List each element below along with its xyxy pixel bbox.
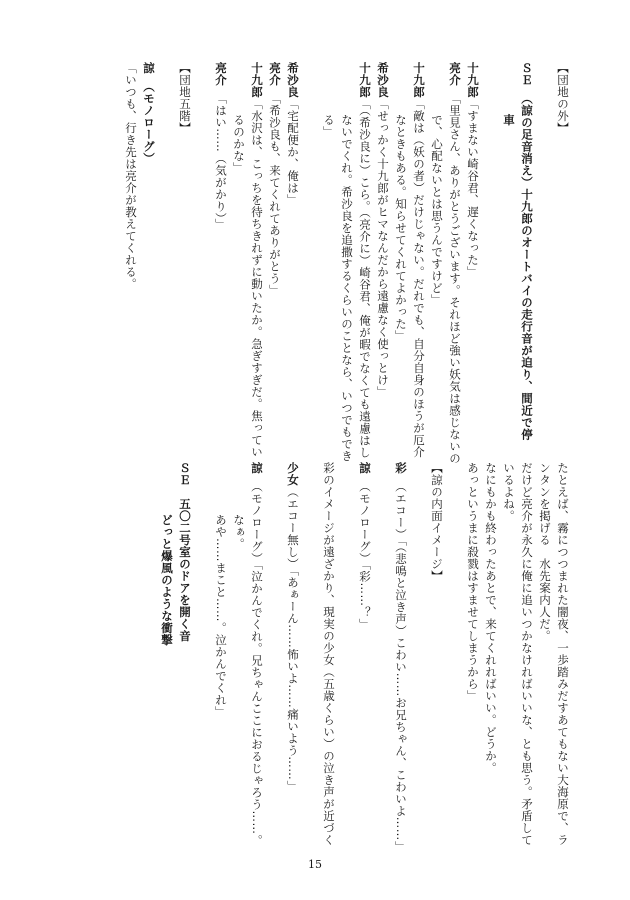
dialogue-text: 「はい……（気がかり）」 — [214, 98, 228, 231]
speaker-se: ＳＥ — [520, 62, 534, 86]
dialogue-text: 「すまない崎谷君、遅くなった」 — [466, 98, 480, 278]
spacer — [446, 462, 464, 852]
page-number: 15 — [308, 858, 322, 871]
spacer — [302, 462, 320, 852]
scene-heading-inner-image: 【諒の内面イメージ】 — [430, 462, 444, 582]
speaker-name: 彩 — [394, 462, 408, 474]
spacer — [194, 462, 212, 852]
speaker-name: 諒 — [358, 462, 372, 474]
dialogue-text: （モノローグ）「彩……？」 — [358, 486, 372, 631]
spacer — [482, 62, 500, 422]
dialogue-text: 「せっかく十九郎がヒマなんだから遠慮なく使っとけ」 — [376, 98, 390, 398]
dialogue-line — [140, 62, 158, 422]
dialogue-line — [284, 62, 302, 422]
speaker-name: 諒 — [250, 462, 264, 474]
se-text: 五〇二号室のドアを開く音 — [178, 498, 192, 642]
dialogue-line — [374, 62, 392, 422]
monologue-line: ンタンを掲げる 水先案内人だ。 — [538, 462, 552, 642]
monologue-line: たとえば、霧につつまれた闇夜、一歩踏みだすあてもない大海原で、ラ — [556, 462, 570, 846]
dialogue-line — [212, 62, 230, 422]
dialogue-text: 「希沙良も、来てくれてありがとう」 — [268, 98, 282, 297]
dialogue-line — [284, 462, 302, 852]
scene-heading-danchi-outside: 【団地の外】 — [556, 62, 570, 134]
dialogue-continuation: なぁ。 — [232, 513, 246, 550]
speaker-name: 少女 — [286, 462, 300, 486]
dialogue-text: 「里見さん、ありがとうございます。それほど強い妖気は感じないの — [448, 98, 462, 465]
dialogue-text: 「（希沙良に）こら。（亮介に）崎谷君、俺が暇でなくても遠慮はし — [358, 98, 372, 459]
dialogue-text: （エコー）「（悲鳴と泣き声）こわい……お兄ちゃん、こわいよ……」 — [394, 486, 408, 853]
dialogue-line — [248, 62, 266, 458]
dialogue-line — [266, 62, 284, 422]
monologue-line: あっというまに殺戮はすませてしまうから」 — [466, 462, 480, 702]
dialogue-text: 「水沢は、こっちを待ちきれずに動いたか。急ぎすぎだ。焦ってい — [250, 98, 264, 458]
speaker-name: 希沙良 — [376, 62, 390, 98]
dialogue-text: 「宅配便か、俺は」 — [286, 98, 300, 206]
dialogue-text: 「敵は（妖の者）だけじゃない。だれでも、自分自身のほうが厄介 — [412, 98, 426, 458]
dialogue-line — [356, 462, 374, 852]
speaker-name: 諒 — [142, 62, 156, 74]
bottom-text-block — [158, 462, 572, 852]
monologue-line: だけど亮介が永久に俺に追いつかなければいいな、とも思う。矛盾して — [520, 462, 534, 846]
dialogue-line — [248, 462, 266, 852]
scene-heading-danchi-5f: 【団地五階】 — [178, 62, 192, 134]
speaker-name: 十九郎 — [412, 62, 426, 98]
direction-text: （モノローグ） — [142, 86, 156, 165]
monologue-line: いるよね。 — [502, 462, 516, 522]
dialogue-continuation: ないでくれ。希沙良を追撒するくらいのことなら、いつでもでき — [340, 113, 354, 462]
spacer — [158, 62, 176, 422]
dialogue-continuation: で、心配ないとは思うんですけど」 — [430, 113, 444, 306]
dialogue-text: （モノローグ）「泣かんでくれ。兄ちゃんここにおるじゃろう……。 — [250, 486, 264, 847]
dialogue-line — [392, 462, 410, 852]
se-line — [518, 62, 536, 441]
spacer — [266, 462, 284, 852]
spacer — [536, 62, 554, 422]
se-line — [176, 462, 194, 852]
spacer — [338, 462, 356, 852]
stage-direction: 彩のイメージが遠ざかり、現実の少女（五歳くらい）の泣き声が近づく — [322, 462, 336, 846]
dialogue-line — [464, 62, 482, 422]
speaker-name: 十九郎 — [358, 62, 372, 98]
dialogue-continuation: る」 — [322, 113, 336, 138]
dialogue-line — [356, 62, 374, 459]
monologue-line: 「いつも、行き先は亮介が教えてくれる。 — [124, 62, 138, 290]
spacer — [374, 462, 392, 852]
se-continuation: どっと爆風のような衝撃 — [160, 513, 174, 646]
dialogue-continuation: あや……まこと……。泣かんでくれ」 — [214, 513, 228, 718]
se-text: （諒の足音消え）十九郎のオートバイの走行音が迫り、間近で停 — [520, 98, 534, 441]
speaker-name: 希沙良 — [286, 62, 300, 98]
speaker-name: 十九郎 — [466, 62, 480, 98]
speaker-name: 亮介 — [214, 62, 228, 86]
spacer — [410, 462, 428, 852]
se-continuation: 車 — [502, 113, 516, 126]
dialogue-text: （エコー無し）「あぁーん……怖いよ……痛いよう……」 — [286, 486, 300, 793]
speaker-name: 十九郎 — [250, 62, 264, 98]
dialogue-continuation: なときもある。知らせてくれてよかった」 — [394, 113, 408, 342]
spacer — [302, 62, 320, 422]
dialogue-continuation: るのかな」 — [232, 113, 246, 174]
speaker-name: 亮介 — [268, 62, 282, 86]
dialogue-line — [446, 62, 464, 465]
top-text-block — [122, 62, 572, 465]
speaker-name: 亮介 — [448, 62, 462, 86]
speaker-se: ＳＥ — [178, 462, 192, 486]
spacer — [194, 62, 212, 422]
dialogue-line — [410, 62, 428, 458]
monologue-line: なにもかも終わったあとで、来てくれればいい。どうか。 — [484, 462, 498, 774]
